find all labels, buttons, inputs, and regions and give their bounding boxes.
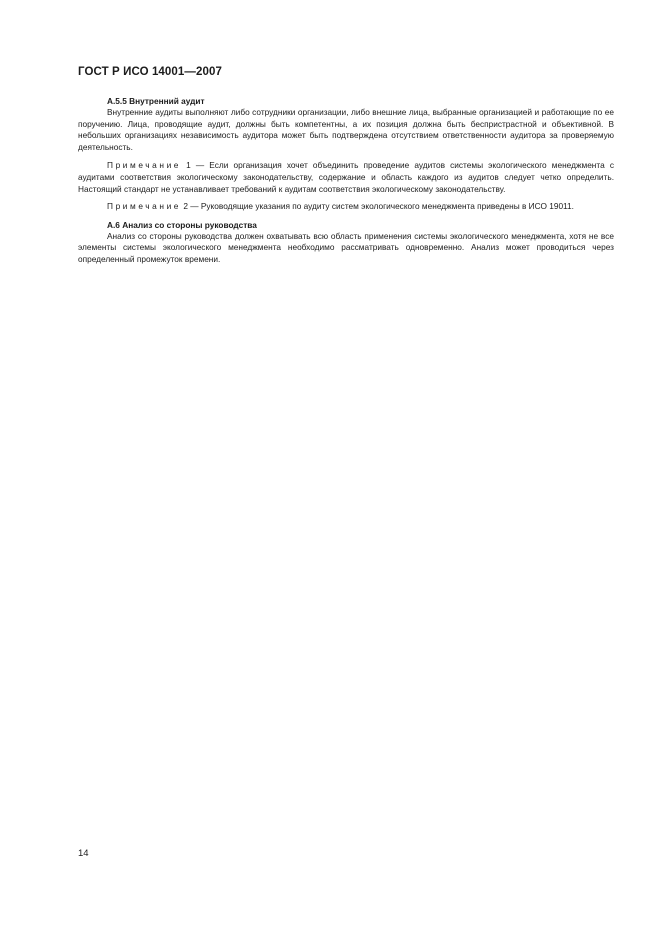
- note-2-label: Примечание: [107, 201, 182, 212]
- paragraph-management-review: Анализ со стороны руководства должен охватывать всю область применения системы экологического менеджмента, хотя не все элементы системы экологического менеджмента необходимо рассматривать одновременно. Анализ может проводиться через определенный промежуток времени.: [78, 230, 614, 264]
- note-1: [78, 160, 614, 195]
- section-heading-a6: А.6 Анализ со стороны руководства: [107, 219, 257, 230]
- section-heading-a55: А.5.5 Внутренний аудит: [107, 96, 205, 106]
- note-2: [78, 201, 614, 213]
- page-content: [78, 95, 614, 266]
- note-1-text: 1 — Если организация хочет объединить проведение аудитов системы экологического менеджмента с аудитами соответствия экологическому законодательству, содержание и область каждого из аудитов следует четко определить. Настоящий стандарт не устанавливает требований к аудитам соответствия экологическому законодательству.: [78, 160, 614, 194]
- paragraph-internal-audit: Внутренние аудиты выполняют либо сотрудники организации, либо внешние лица, выбранные организацией и работающие по ее поручению. Лица, проводящие аудит, должны быть компетентны, а их позиция должна быть беспристрастной и объективной. В небольших организациях независимость аудитора может быть подтверждена отсутствием ответственности аудитора за проверяемую деятельность.: [78, 107, 614, 152]
- page-number: 14: [78, 848, 89, 859]
- note-1-label: Примечание: [107, 160, 182, 171]
- document-header: ГОСТ Р ИСО 14001—2007: [78, 66, 223, 78]
- note-2-text: 2 — Руководящие указания по аудиту систем экологического менеджмента приведены в ИСО 19011.: [181, 201, 574, 212]
